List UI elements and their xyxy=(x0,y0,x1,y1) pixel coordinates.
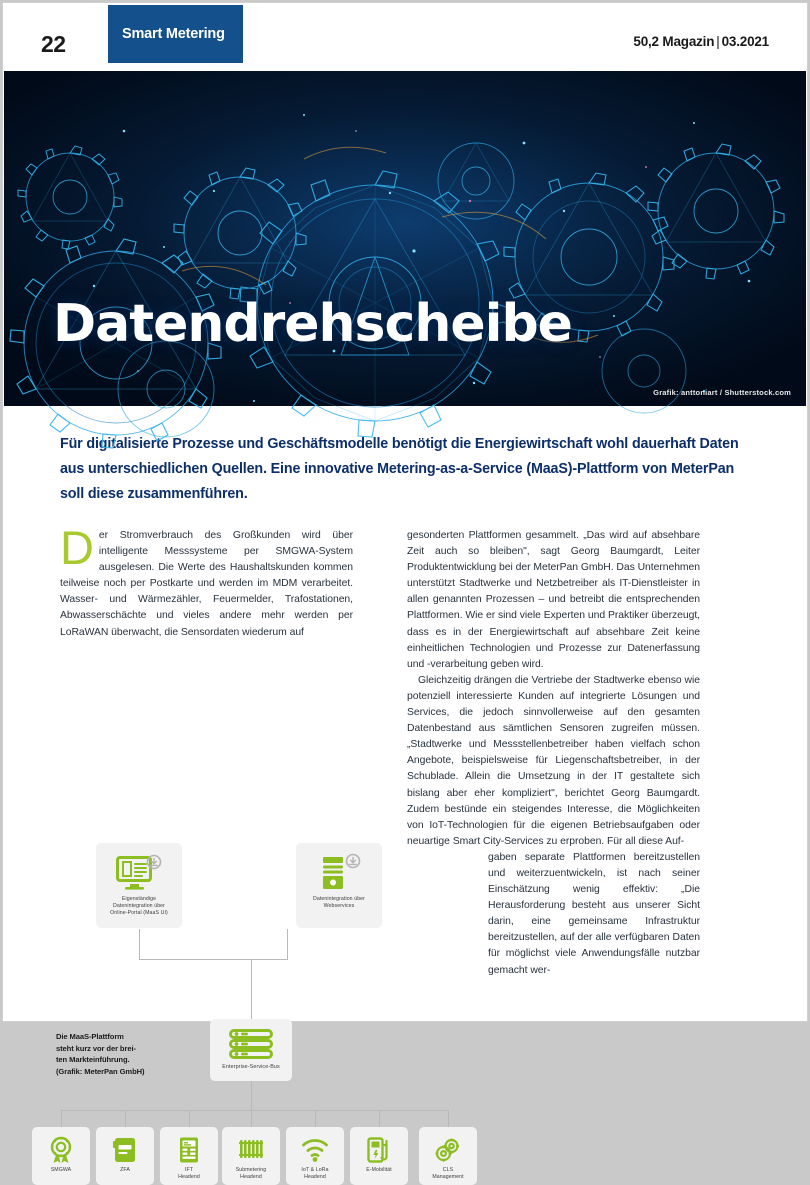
article-title: Datendrehscheibe xyxy=(53,294,572,354)
paragraph-text: er Stromverbrauch des Großkunden wird über intelligente Messsysteme per SMGWA-System ausgelesen. Die Werte des Haushaltskunden kommen teilweise noch per Postkarte und werden im MDM verarbeitet. Wasser- und Wärmezähler, Feuermelder, Trafostationen, Abwasserschächte und vieles andere mehr werden per LoRaWAN überwacht, die Sensordaten wiederum auf xyxy=(60,530,353,638)
diagram-box-label: IoT & LoRa Headend xyxy=(301,1167,329,1181)
gears-icon xyxy=(434,1136,462,1164)
connector-line xyxy=(61,1110,448,1111)
wifi-signal-icon xyxy=(301,1136,329,1164)
diagram-box-label: Submetering Headend xyxy=(235,1167,267,1181)
issue-info xyxy=(633,34,769,49)
hero-image xyxy=(5,71,805,406)
paragraph: gesonderten Plattformen gesammelt. „Das wird auf absehbare Zeit auch so bleiben", sagt Georg Baumgardt, Leiter Produktentwicklung bei der MeterPan GmbH. Das Unternehmen unterstützt Stadtwerke und Netzbetreiber als IT-Dienstleister in allen genannten Prozessen – und betreibt die entsprechenden Plattformen. Wie er sind viele Experten und Praktiker überzeugt, dass es in der Energiewirtschaft auf absehbare Zeit keine einheitlichen Technologien und Prozesse zur Datenerfassung und -verarbeitung geben wird. xyxy=(407,530,700,670)
paragraph: gaben separate Plattformen bereitzustellen und weiterzuentwickeln, ist nach seiner Einschätzung wenig effektiv: „Die Herausforderung besteht aus unserer Sicht darin, eine gemeinsame Infrastruktur bereitzustellen, auf der alle verfügbaren Daten für möglichst viele Anwendungsfälle nutzbar gemacht wer- xyxy=(488,851,700,976)
caption-line: ten Markteinführung. xyxy=(56,1055,130,1064)
diagram-box-zfa[interactable] xyxy=(96,1127,154,1185)
diagram-box-label: IFT Headend xyxy=(178,1167,200,1181)
image-credit: Grafik: anttoniart / Shutterstock.com xyxy=(653,388,791,397)
connector-line xyxy=(379,1110,380,1127)
diagram-box-label: E-Mobilität xyxy=(366,1167,392,1173)
monitor-download-icon xyxy=(116,854,162,892)
diagram-box-ift-headend[interactable] xyxy=(160,1127,218,1185)
drop-cap: D xyxy=(60,521,94,574)
ev-charger-icon xyxy=(366,1136,392,1164)
page-number: 22 xyxy=(41,31,66,57)
connector-line xyxy=(189,1110,190,1127)
caption-source: (Grafik: MeterPan GmbH) xyxy=(56,1066,145,1076)
diagram-box-label: CLS Management xyxy=(432,1167,464,1181)
section-rubric: Smart Metering xyxy=(108,5,243,63)
headend-rack-icon xyxy=(176,1136,202,1164)
page-header xyxy=(3,3,807,71)
radiator-icon xyxy=(237,1136,265,1164)
issue-date: 03.2021 xyxy=(721,34,769,49)
connector-line xyxy=(125,1110,126,1127)
diagram-box-smgwa[interactable] xyxy=(32,1127,90,1185)
diagram-box-label: Eigenständige Datenintegration über Online-Portal (MaaS UI) xyxy=(110,896,168,917)
rosette-badge-icon xyxy=(48,1136,74,1164)
connector-line xyxy=(251,959,252,1019)
connector-line xyxy=(139,929,140,959)
diagram-box-label: Enterprise-Service-Bus xyxy=(222,1064,280,1070)
diagram-box-webservices[interactable] xyxy=(296,843,382,928)
diagram-box-enterprise-service-bus[interactable] xyxy=(210,1019,292,1081)
diagram-box-online-portal[interactable] xyxy=(96,843,182,928)
gear-network-illustration xyxy=(5,71,805,406)
body-column-left xyxy=(60,521,353,641)
connector-line xyxy=(448,1110,449,1127)
issue-name: 50,2 Magazin xyxy=(633,34,715,49)
diagram-box-label: SMGWA xyxy=(50,1167,72,1173)
connector-line xyxy=(315,1110,316,1127)
paragraph xyxy=(60,521,353,641)
connector-line xyxy=(61,1110,62,1127)
magazine-page xyxy=(2,2,808,1181)
caption-line: Die MaaS-Plattform xyxy=(56,1032,124,1041)
diagram-box-iot-lora-headend[interactable] xyxy=(286,1127,344,1185)
paragraph: Gleichzeitig drängen die Vertriebe der Stadtwerke ebenso wie potenziell interessierte Kunden auf integrierte Lösungen und Services, die jedoch sinnvollerweise auf den gesamten Datenbestand aus sämtlichen Sensoren zugreifen müssen. „Stadtwerke und Messstellenbetreiber haben vielfach schon Angebote, beispielsweise für Liegenschaftsbetreiber, in der Schublade. Allein die Umsetzung in der IT gestaltete sich bislang aber eher kompliziert", berichtet Georg Baumgardt. Zudem bestünde ein steigendes Interesse, die Möglichkeiten von IoT-Technologien für die eigenen Betriebsaufgaben oder neuartige Smart City-Services zu erproben. Für all diese Auf- xyxy=(407,674,700,847)
maas-platform-diagram xyxy=(11,833,491,1181)
diagram-caption xyxy=(56,1031,174,1077)
diagram-box-submetering-headend[interactable] xyxy=(222,1127,280,1185)
connector-line xyxy=(251,1081,252,1110)
connector-line xyxy=(251,1110,252,1127)
connector-line xyxy=(287,929,288,959)
diagram-box-e-mobilitaet[interactable] xyxy=(350,1127,408,1185)
diagram-box-cls-management[interactable] xyxy=(419,1127,477,1185)
lead-paragraph: Für digitalisierte Prozesse und Geschäftsmodelle benötigt die Energiewirtschaft wohl dauerhaft Daten aus unterschiedlichen Quellen. Eine innovative Metering-as-a-Service (MaaS)-Plattform von MeterPan soll diese zusammenführen. xyxy=(60,436,739,502)
server-download-icon xyxy=(317,854,361,892)
diagram-box-label: Datenintegration über Webservices xyxy=(313,896,365,910)
diagram-box-label: ZFA xyxy=(120,1167,130,1173)
enterprise-service-bus-icon xyxy=(228,1028,274,1060)
issue-separator: | xyxy=(716,34,720,49)
meter-device-icon xyxy=(112,1136,138,1164)
caption-line: steht kurz vor der brei- xyxy=(56,1043,136,1053)
connector-line xyxy=(139,959,288,960)
